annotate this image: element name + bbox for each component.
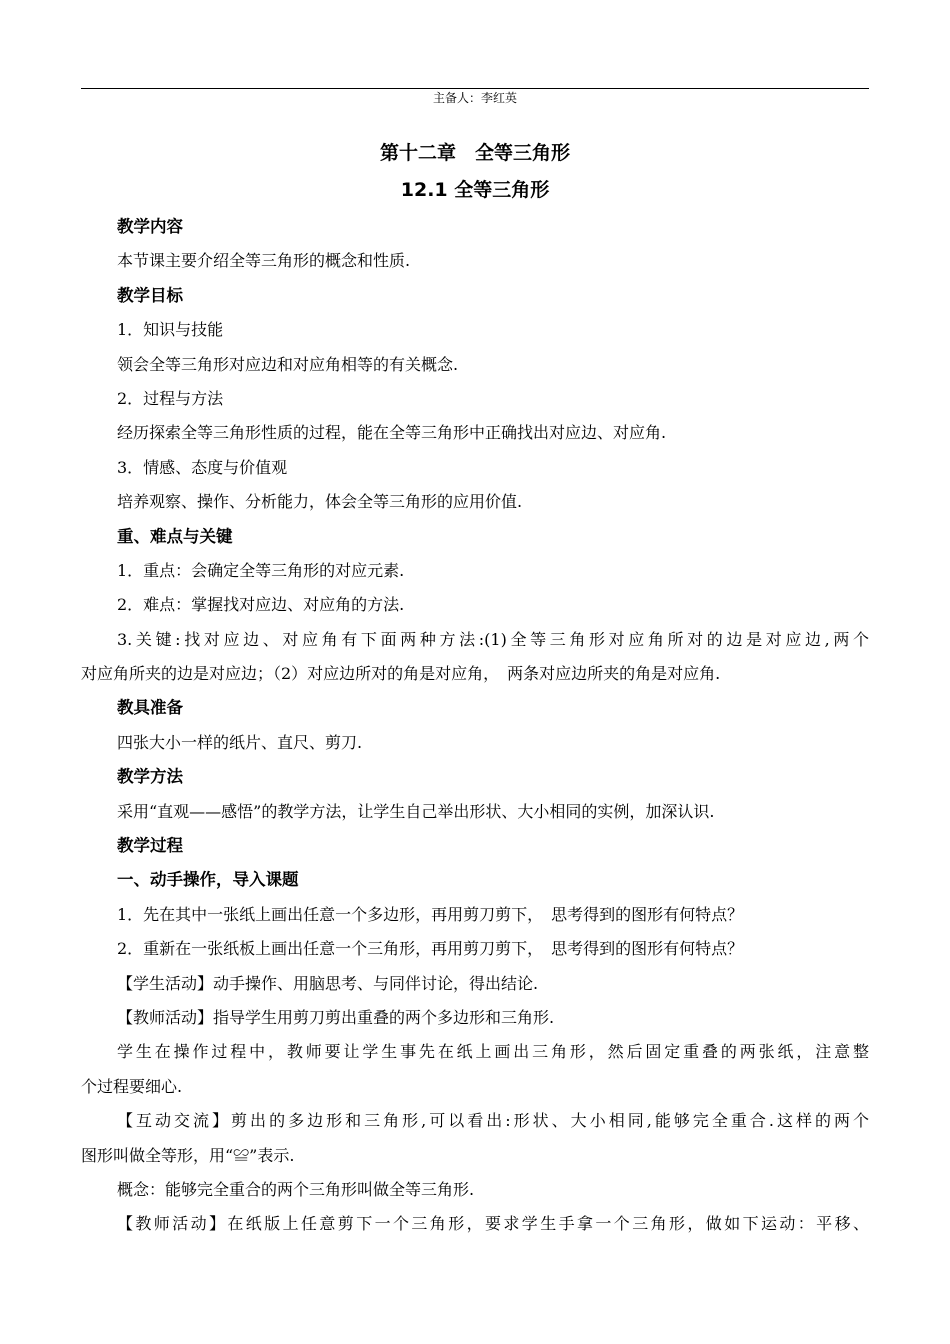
section-heading: 一、动手操作，导入课题 — [117, 870, 299, 890]
paragraph: 2．重新在一张纸板上画出任意一个三角形，再用剪刀剪下， 思考得到的图形有何特点？ — [117, 939, 744, 959]
paragraph: 1．知识与技能 — [117, 320, 224, 340]
paragraph-continuation: 图形叫做全等形，用“≌”表示. — [81, 1145, 295, 1165]
paragraph: 1．重点：会确定全等三角形的对应元素. — [117, 560, 405, 580]
section-heading: 教学方法 — [117, 767, 183, 787]
paragraph-line: 【互动交流】剪出的多边形和三角形,可以看出:形状、大小相同,能够完全重合.这样的两个 — [117, 1111, 869, 1131]
paragraph: 1．先在其中一张纸上画出任意一个多边形，再用剪刀剪下， 思考得到的图形有何特点？ — [117, 904, 744, 924]
paragraph: 3．情感、态度与价值观 — [117, 457, 288, 477]
section-heading: 教具准备 — [117, 698, 183, 718]
section-title: 12.1 全等三角形 — [400, 179, 550, 201]
paragraph-continuation: 个过程要细心. — [81, 1076, 183, 1096]
paragraph: 四张大小一样的纸片、直尺、剪刀. — [117, 732, 363, 752]
paragraph: 2．难点：掌握找对应边、对应角的方法. — [117, 595, 405, 615]
paragraph: 本节课主要介绍全等三角形的概念和性质. — [117, 251, 411, 271]
paragraph: 【学生活动】动手操作、用脑思考、与同伴讨论，得出结论. — [117, 973, 539, 993]
paragraph: 采用“直观——感悟”的教学方法，让学生自己举出形状、大小相同的实例，加深认识. — [117, 801, 715, 821]
chapter-title: 第十二章 全等三角形 — [379, 142, 570, 164]
paragraph: 经历探索全等三角形性质的过程，能在全等三角形中正确找出对应边、对应角. — [117, 423, 667, 443]
section-heading: 教学过程 — [117, 836, 183, 856]
paragraph-line: 学生在操作过程中，教师要让学生事先在纸上画出三角形，然后固定重叠的两张纸，注意整 — [117, 1042, 869, 1062]
paragraph: 2．过程与方法 — [117, 388, 224, 408]
paragraph: 【教师活动】指导学生用剪刀剪出重叠的两个多边形和三角形. — [117, 1007, 555, 1027]
paragraph-line: 【教师活动】在纸版上任意剪下一个三角形，要求学生手拿一个三角形，做如下运动：平移、 — [117, 1214, 869, 1234]
section-heading: 教学内容 — [117, 217, 183, 236]
document-body — [81, 210, 869, 1242]
header-preparer: 主备人：李红英 — [432, 91, 517, 105]
paragraph: 培养观察、操作、分析能力，体会全等三角形的应用价值. — [117, 492, 523, 512]
header-rule — [81, 88, 869, 89]
section-heading: 教学目标 — [117, 285, 183, 305]
paragraph-line: 3.关键:找对应边、对应角有下面两种方法:(1)全等三角形对应角所对的边是对应边,两个 — [117, 629, 869, 649]
paragraph: 领会全等三角形对应边和对应角相等的有关概念. — [117, 354, 459, 374]
paragraph: 概念：能够完全重合的两个三角形叫做全等三角形. — [117, 1179, 475, 1199]
paragraph-continuation: 对应角所夹的边是对应边；（2）对应边所对的角是对应角， 两条对应边所夹的角是对应角. — [81, 664, 721, 684]
section-heading: 重、难点与关键 — [117, 526, 233, 546]
